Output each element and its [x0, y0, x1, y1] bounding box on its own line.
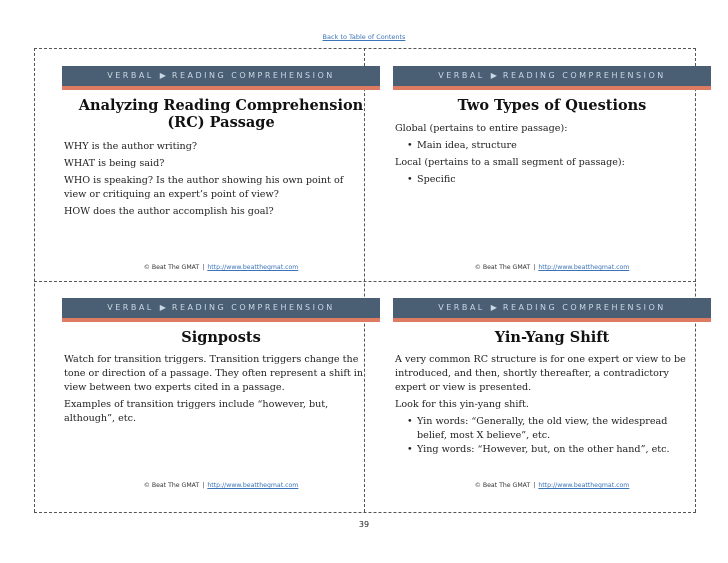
footer-separator: |: [533, 482, 536, 489]
list-item: • Main idea, structure: [417, 139, 695, 153]
accent-stripe: [62, 86, 380, 90]
triangle-right-icon: ▶: [490, 71, 497, 80]
bullet-list: [395, 173, 695, 187]
category-label: [62, 303, 380, 312]
list-item: • Specific: [417, 173, 695, 187]
category-label: [393, 303, 711, 312]
body-paragraph: Look for this yin-yang shift.: [395, 399, 529, 410]
website-link[interactable]: http://www.beatthegmat.com: [207, 482, 299, 489]
body-paragraph: HOW does the author accomplish his goal?: [64, 206, 274, 217]
website-link[interactable]: http://www.beatthegmat.com: [538, 482, 630, 489]
category-verbal: VERBAL: [107, 303, 154, 312]
body-paragraph: Global (pertains to entire passage):: [395, 123, 568, 134]
card-title: [62, 97, 380, 131]
card-title: [62, 329, 380, 346]
title-line: Signposts: [181, 329, 261, 346]
copyright-text: © Beat The GMAT: [474, 482, 531, 489]
bullet-list: [395, 415, 695, 457]
cut-line-top: [34, 48, 696, 49]
card-body: [395, 122, 695, 190]
copyright-text: © Beat The GMAT: [143, 482, 200, 489]
body-paragraph: WHO is speaking? Is the author showing his own point of view or critiquing an expert’s point of view?: [64, 175, 344, 200]
flashcard-analyzing-rc: [62, 66, 380, 286]
card-title: [393, 97, 711, 114]
list-item: • Yin words: “Generally, the old view, the widespread belief, most X believe”, etc.: [417, 415, 695, 443]
copyright-text: © Beat The GMAT: [474, 264, 531, 271]
triangle-right-icon: ▶: [490, 303, 497, 312]
card-footer: [393, 264, 711, 271]
back-to-toc-link[interactable]: Back to Table of Contents: [322, 33, 406, 41]
category-band: [393, 66, 711, 86]
category-band: [62, 66, 380, 86]
card-body: [64, 353, 364, 429]
accent-stripe: [393, 86, 711, 90]
body-paragraph: Watch for transition triggers. Transition triggers change the tone or direction of a passage. They often represent a shift in view between two experts cited in a passage.: [64, 354, 364, 393]
body-paragraph: Examples of transition triggers include “however, but, although”, etc.: [64, 399, 329, 424]
title-line: (RC) Passage: [167, 114, 275, 131]
accent-stripe: [62, 318, 380, 322]
triangle-right-icon: ▶: [159, 303, 166, 312]
card-footer: [62, 482, 380, 489]
website-link[interactable]: http://www.beatthegmat.com: [538, 264, 630, 271]
flashcard-yin-yang-shift: [393, 298, 711, 518]
footer-separator: |: [533, 264, 536, 271]
body-paragraph: A very common RC structure is for one expert or view to be introduced, and then, shortly thereafter, a contradictory expert or view is presented.: [395, 354, 686, 393]
list-item: • Ying words: “However, but, on the other hand”, etc.: [417, 443, 695, 457]
title-line: Analyzing Reading Comprehension: [78, 97, 364, 114]
card-body: [64, 140, 364, 222]
card-footer: [62, 264, 380, 271]
category-reading-comprehension: READING COMPREHENSION: [502, 303, 666, 312]
category-reading-comprehension: READING COMPREHENSION: [171, 303, 335, 312]
category-verbal: VERBAL: [438, 303, 485, 312]
category-band: [62, 298, 380, 318]
body-paragraph: Local (pertains to a small segment of passage):: [395, 157, 625, 168]
website-link[interactable]: http://www.beatthegmat.com: [207, 264, 299, 271]
title-line: Two Types of Questions: [457, 97, 647, 114]
copyright-text: © Beat The GMAT: [143, 264, 200, 271]
body-paragraph: WHAT is being said?: [64, 158, 165, 169]
title-line: Yin-Yang Shift: [494, 329, 610, 346]
bullet-list: [395, 139, 695, 153]
card-body: [395, 353, 695, 460]
category-verbal: VERBAL: [107, 71, 154, 80]
category-reading-comprehension: READING COMPREHENSION: [171, 71, 335, 80]
footer-separator: |: [202, 264, 205, 271]
cut-line-left: [34, 48, 35, 512]
page-number: 39: [358, 520, 370, 529]
category-label: [393, 71, 711, 80]
flashcard-signposts: [62, 298, 380, 518]
card-title: [393, 329, 711, 346]
category-reading-comprehension: READING COMPREHENSION: [502, 71, 666, 80]
category-verbal: VERBAL: [438, 71, 485, 80]
flashcard-two-types-of-questions: [393, 66, 711, 286]
triangle-right-icon: ▶: [159, 71, 166, 80]
category-band: [393, 298, 711, 318]
accent-stripe: [393, 318, 711, 322]
category-label: [62, 71, 380, 80]
footer-separator: |: [202, 482, 205, 489]
body-paragraph: WHY is the author writing?: [64, 141, 198, 152]
card-footer: [393, 482, 711, 489]
